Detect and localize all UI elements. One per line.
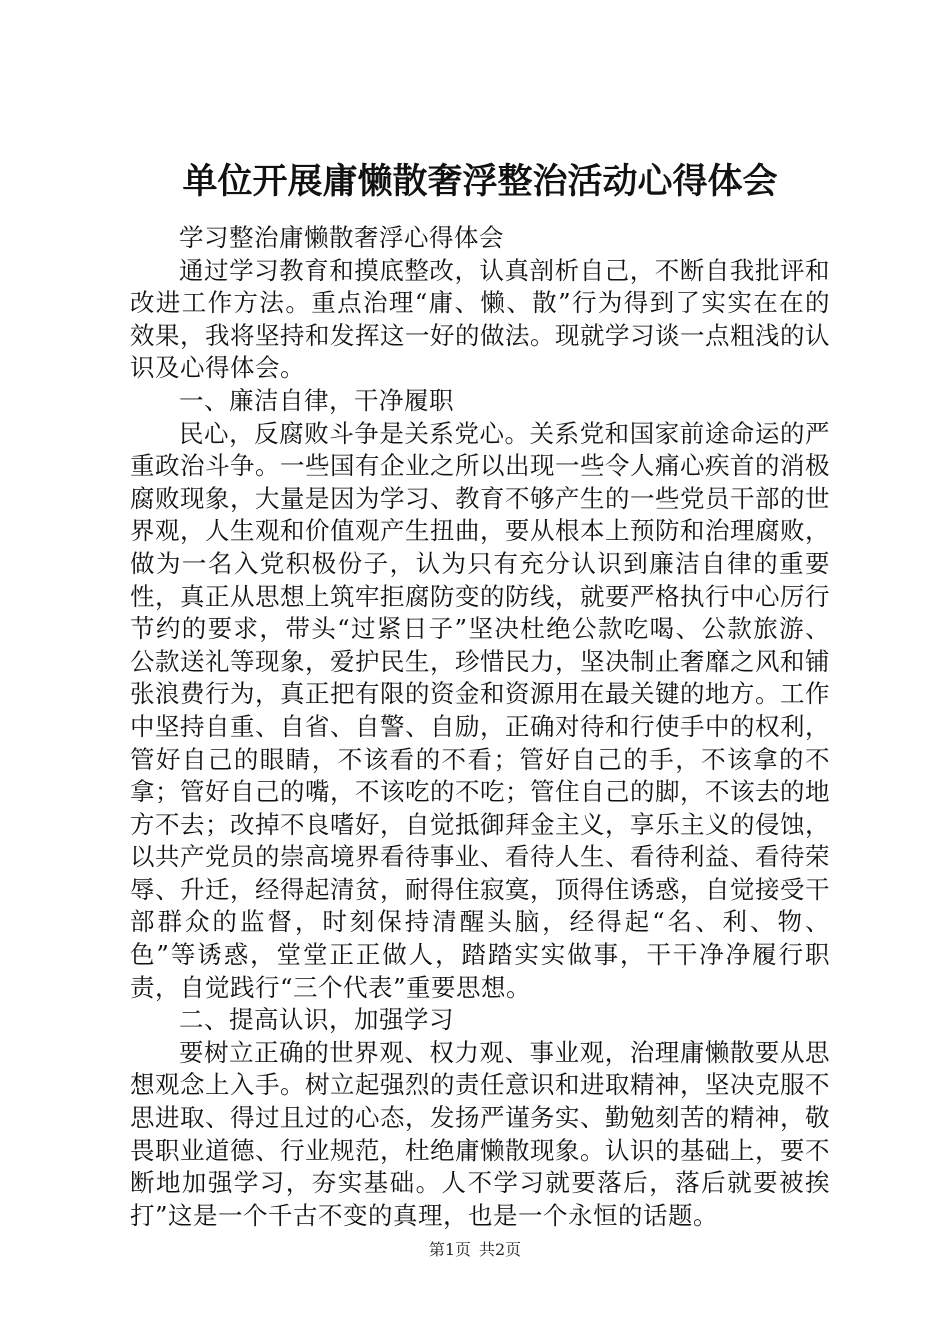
document-subtitle: 学习整治庸懒散奢浮心得体会 [179,223,504,252]
page-number: 第1页 [428,1240,471,1259]
document-title: 单位开展庸懒散奢浮整治活动心得体会 [182,161,778,202]
section-2-paragraph: 要树立正确的世界观、权力观、事业观，治理庸懒散要从思想观念上入手。树立起强烈的责任意识和进取精神，坚决克服不思进取、得过且过的心态，发扬严谨务实、勤勉刻苦的精神，敬畏职业道德、行业规范，杜绝庸懒散现象。认识的基础上，要不断地加强学习，夯实基础。人不学习就要落后，落后就要被挨打”这是一个千古不变的真理，也是一个永恒的话题。 [130,1037,830,1230]
document-page [130,150,830,1232]
section-1-paragraph: 民心，反腐败斗争是关系党心。关系党和国家前途命运的严重政治斗争。一些国有企业之所以出现一些令人痛心疾首的消极腐败现象，大量是因为学习、教育不够产生的一些党员干部的世界观，人生观和价值观产生扭曲，要从根本上预防和治理腐败，做为一名入党积极份子，认为只有充分认识到廉洁自律的重要性，真正从思想上筑牢拒腐防变的防线，就要严格执行中心厉行节约的要求，带头“过紧日子”坚决杜绝公款吃喝、公款旅游、公款送礼等现象，爱护民生，珍惜民力，坚决制止奢靡之风和铺张浪费行为，真正把有限的资金和资源用在最关键的地方。工作中坚持自重、自省、自警、自励，正确对待和行使手中的权利，管好自己的眼睛，不该看的不看；管好自己的手，不该拿的不拿；管好自己的嘴，不该吃的不吃；管住自己的脚，不该去的地方不去；改掉不良嗜好，自觉抵御拜金主义，享乐主义的侵蚀，以共产党员的崇高境界看待事业、看待人生、看待利益、看待荣辱、升迁，经得起清贫，耐得住寂寞，顶得住诱惑，自觉接受干部群众的监督，时刻保持清醒头脑，经得起“名、利、物、色”等诱惑，堂堂正正做人，踏踏实实做事，干干净净履行职责，自觉践行“三个代表”重要思想。 [130,418,830,1002]
intro-paragraph: 通过学习教育和摸底整改，认真剖析自己，不断自我批评和改进工作方法。重点治理“庸、懒、散”行为得到了实实在在的效果，我将坚持和发挥这一好的做法。现就学习谈一点粗浅的认识及心得体会。 [130,255,830,383]
page-footer [0,1240,950,1260]
section-heading-1: 一、廉洁自律，干净履职 [179,385,454,415]
section-heading-2: 二、提高认识，加强学习 [179,1005,454,1035]
page-total: 共2页 [479,1240,522,1259]
